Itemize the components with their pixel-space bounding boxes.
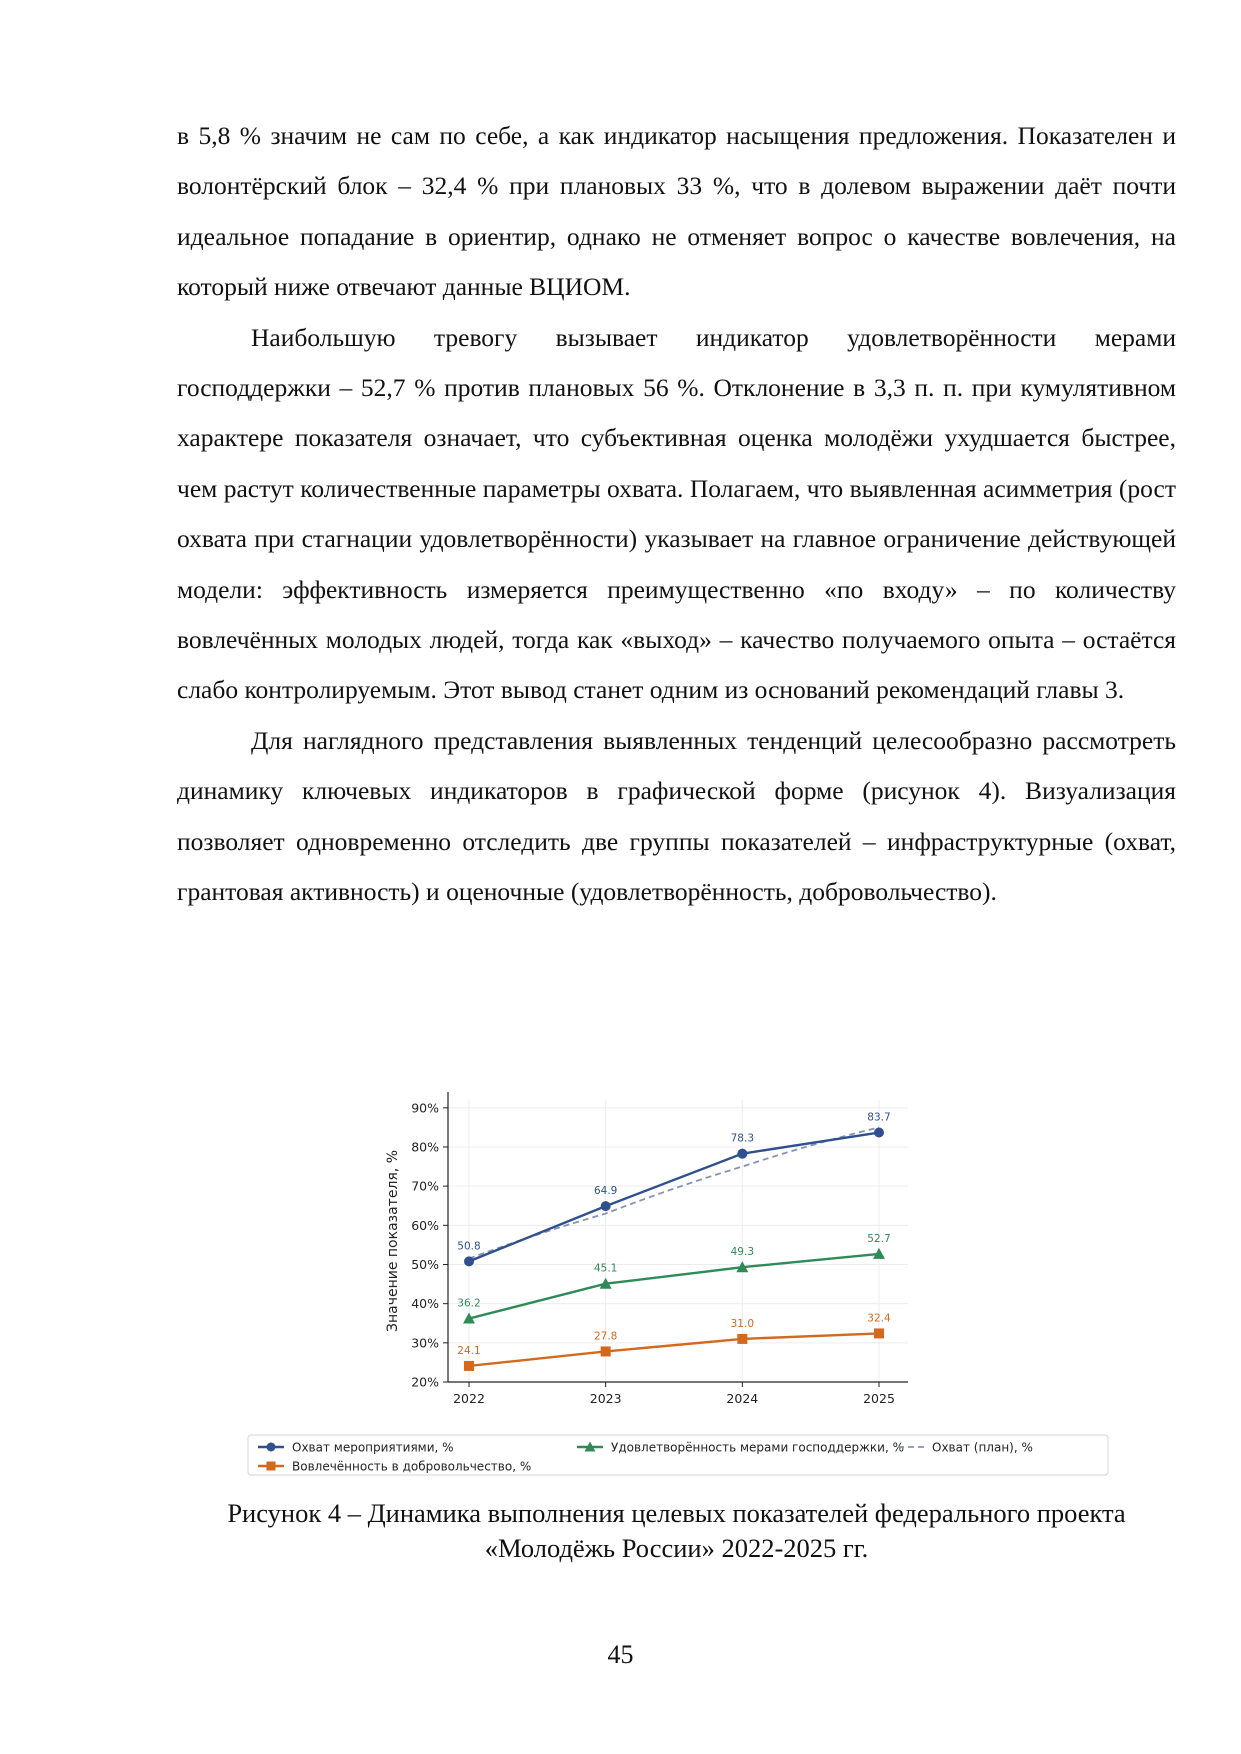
data-point (601, 1201, 611, 1211)
data-point (737, 1334, 747, 1344)
caption-line: «Молодёжь России» 2022-2025 гг. (484, 1533, 869, 1563)
x-tick-label: 2023 (589, 1391, 622, 1406)
y-tick-label: 90% (411, 1100, 439, 1116)
data-point (464, 1361, 474, 1371)
legend-marker (267, 1443, 276, 1452)
data-label: 64.9 (593, 1185, 618, 1198)
series-line (469, 1333, 879, 1366)
body-text (177, 111, 1176, 918)
data-label: 78.3 (730, 1132, 755, 1145)
y-tick-label: 50% (411, 1257, 439, 1272)
data-label: 50.8 (457, 1240, 481, 1253)
series-line (469, 1254, 879, 1319)
legend-marker (267, 1462, 276, 1471)
data-label: 36.2 (457, 1297, 481, 1310)
chart-canvas (240, 1090, 1120, 1480)
data-point (464, 1256, 474, 1266)
y-axis-label: Значение показателя, % (385, 1149, 401, 1333)
paragraph: Наибольшую тревогу вызывает индикатор удовлетворённости мерами господдержки – 52,7 % против плановых 56 %. Отклонение в 3,3 п. п. при кумулятивном характере показателя означает, что субъективная оценка молодёжи ухудшается быстрее, чем растут количественные параметры охвата. Полагаем, что выявленная асимметрия (рост охвата при стагнации удовлетворённости) указывает на главное ограничение действующей модели: эффективность измеряется преимущественно «по входу» – по количеству вовлечённых молодых людей, тогда как «выход» – качество получаемого опыта – остаётся слабо контролируемым. Этот вывод станет одним из оснований рекомендаций главы 3. (177, 322, 1176, 705)
data-label: 27.8 (593, 1330, 618, 1343)
y-tick-label: 30% (411, 1335, 439, 1351)
y-tick-label: 40% (411, 1296, 439, 1312)
data-point (874, 1328, 884, 1338)
y-tick-label: 60% (411, 1217, 439, 1233)
y-tick-label: 80% (411, 1139, 439, 1155)
data-label: 49.3 (730, 1246, 755, 1259)
x-tick-label: 2024 (726, 1391, 759, 1406)
data-point (601, 1346, 611, 1356)
paragraph: Для наглядного представления выявленных тенденций целесообразно рассмотреть динамику ключевых индикаторов в графической форме (рисунок 4). Визуализация позволяет одновременно отследить две группы показателей – инфраструктурные (охват, грантовая активность) и оценочные (удовлетворённость, добровольчество). (177, 725, 1176, 907)
legend-label: Удовлетворённость мерами господдержки, % (611, 1440, 904, 1455)
figure-caption (177, 1496, 1176, 1566)
data-point (737, 1149, 747, 1159)
x-tick-label: 2025 (863, 1391, 895, 1406)
line-chart (240, 1090, 1120, 1480)
data-point (874, 1128, 884, 1138)
legend-label: Охват мероприятиями, % (292, 1440, 454, 1455)
page-number: 45 (607, 1640, 634, 1669)
legend-label: Вовлечённость в добровольчество, % (292, 1459, 532, 1474)
paragraph: в 5,8 % значим не сам по себе, а как индикатор насыщения предложения. Показателен и волонтёрский блок – 32,4 % при плановых 33 %, что в долевом выражении даёт почти идеальное попадание в ориентир, однако не отменяет вопрос о качестве вовлечения, на который ниже отвечают данные ВЦИОМ. (177, 121, 1176, 302)
data-label: 31.0 (730, 1317, 755, 1330)
data-label: 45.1 (593, 1262, 618, 1275)
data-label: 32.4 (867, 1312, 891, 1325)
y-tick-label: 20% (411, 1374, 439, 1390)
data-label: 52.7 (867, 1232, 891, 1245)
caption-line: Рисунок 4 – Динамика выполнения целевых показателей федерального проекта (227, 1498, 1126, 1528)
x-tick-label: 2022 (453, 1391, 485, 1406)
data-label: 24.1 (457, 1344, 481, 1357)
data-label: 83.7 (867, 1111, 891, 1124)
series-line (469, 1133, 879, 1262)
y-tick-label: 70% (411, 1178, 439, 1194)
legend-label: Охват (план), % (932, 1440, 1033, 1455)
